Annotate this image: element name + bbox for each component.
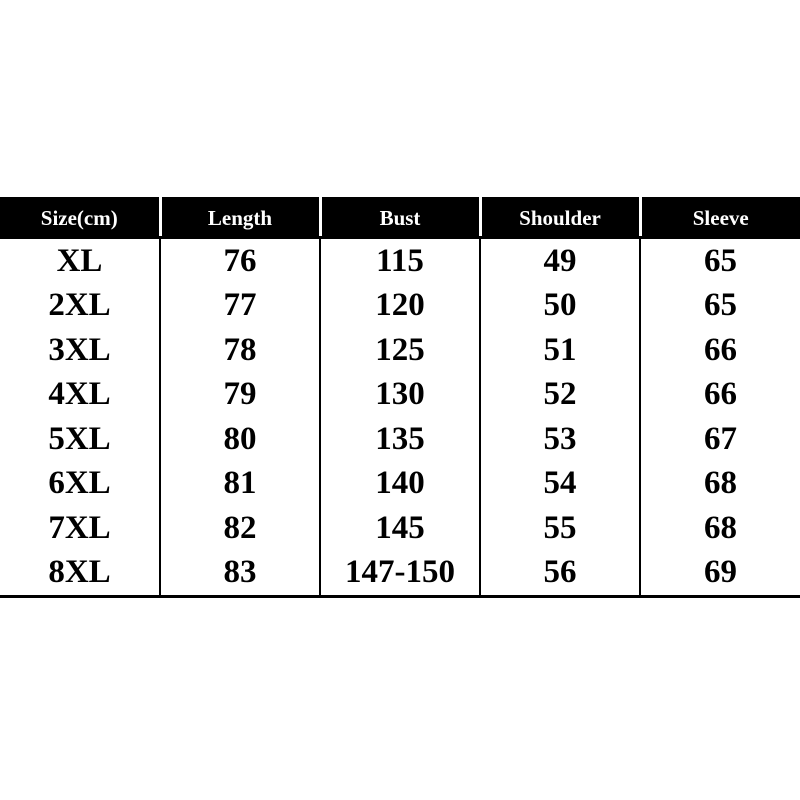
header-length: Length (160, 199, 320, 238)
cell-sleeve: 66 (640, 328, 800, 373)
table-row (0, 551, 800, 597)
cell-sleeve: 65 (640, 284, 800, 329)
cell-shoulder: 53 (480, 417, 640, 462)
cell-bust: 147-150 (320, 551, 480, 597)
cell-size: XL (0, 238, 160, 284)
size-chart-table (0, 197, 800, 598)
table-row (0, 417, 800, 462)
table-row (0, 373, 800, 418)
table-row (0, 462, 800, 507)
table-row (0, 284, 800, 329)
cell-size: 4XL (0, 373, 160, 418)
cell-size: 3XL (0, 328, 160, 373)
cell-bust: 120 (320, 284, 480, 329)
cell-size: 6XL (0, 462, 160, 507)
cell-sleeve: 67 (640, 417, 800, 462)
cell-shoulder: 51 (480, 328, 640, 373)
cell-sleeve: 66 (640, 373, 800, 418)
cell-bust: 115 (320, 238, 480, 284)
cell-length: 77 (160, 284, 320, 329)
cell-bust: 135 (320, 417, 480, 462)
cell-bust: 140 (320, 462, 480, 507)
cell-length: 76 (160, 238, 320, 284)
header-bust: Bust (320, 199, 480, 238)
cell-length: 81 (160, 462, 320, 507)
cell-shoulder: 56 (480, 551, 640, 597)
cell-sleeve: 68 (640, 506, 800, 551)
cell-length: 79 (160, 373, 320, 418)
cell-sleeve: 65 (640, 238, 800, 284)
cell-size: 8XL (0, 551, 160, 597)
cell-size: 5XL (0, 417, 160, 462)
cell-size: 7XL (0, 506, 160, 551)
header-shoulder: Shoulder (480, 199, 640, 238)
cell-bust: 125 (320, 328, 480, 373)
cell-length: 78 (160, 328, 320, 373)
cell-sleeve: 68 (640, 462, 800, 507)
cell-shoulder: 50 (480, 284, 640, 329)
header-size: Size(cm) (0, 199, 160, 238)
cell-bust: 130 (320, 373, 480, 418)
table-row (0, 328, 800, 373)
cell-shoulder: 52 (480, 373, 640, 418)
cell-shoulder: 55 (480, 506, 640, 551)
header-sleeve: Sleeve (640, 199, 800, 238)
table-row (0, 506, 800, 551)
table-row (0, 238, 800, 284)
cell-length: 80 (160, 417, 320, 462)
cell-size: 2XL (0, 284, 160, 329)
table-header-row (0, 199, 800, 238)
cell-sleeve: 69 (640, 551, 800, 597)
cell-length: 82 (160, 506, 320, 551)
cell-shoulder: 49 (480, 238, 640, 284)
cell-length: 83 (160, 551, 320, 597)
cell-bust: 145 (320, 506, 480, 551)
cell-shoulder: 54 (480, 462, 640, 507)
